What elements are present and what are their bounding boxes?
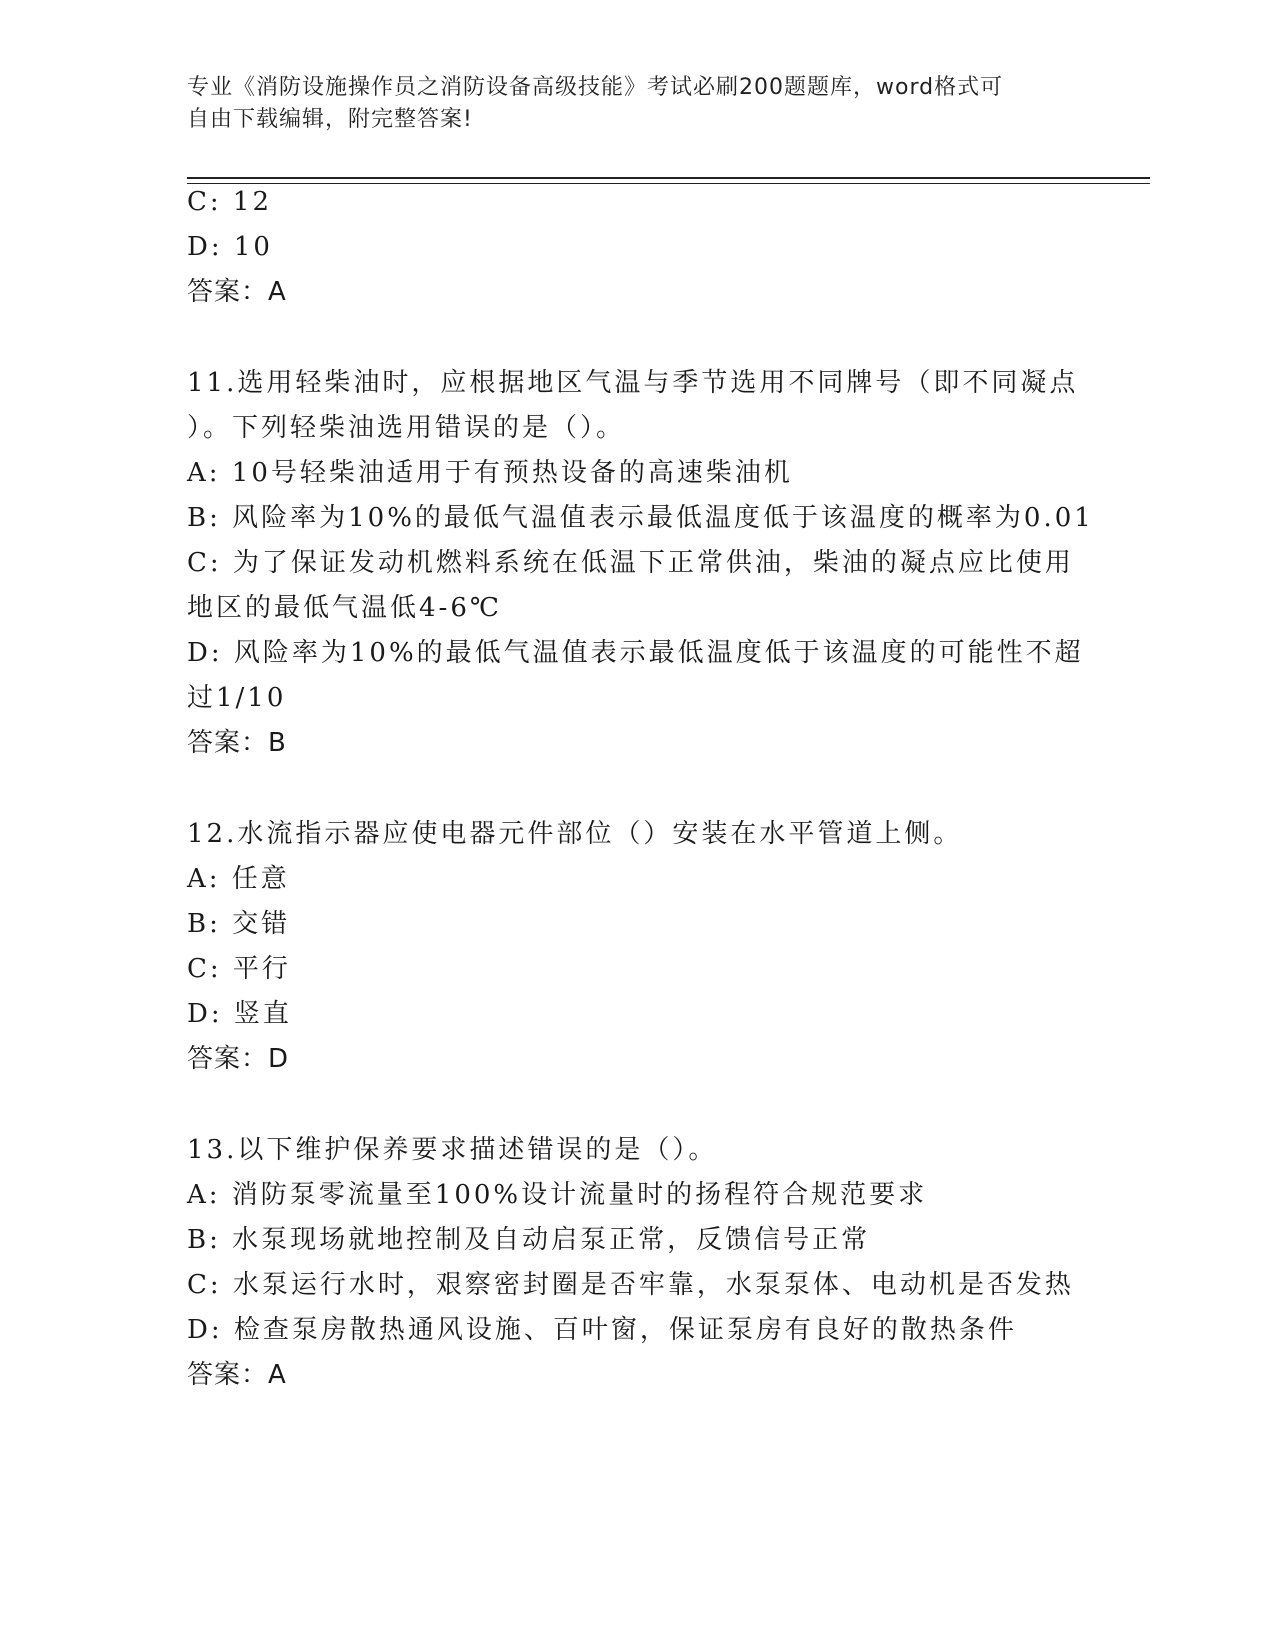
- option-d: D: 风险率为10%的最低气温值表示最低温度低于该温度的可能性不超: [187, 638, 1084, 668]
- spacer: [187, 766, 1087, 812]
- option-c: C: 为了保证发动机燃料系统在低温下正常供油，柴油的凝点应比使用: [187, 548, 1074, 578]
- question-13: [187, 1128, 1087, 1398]
- option-d-continued: 过1/10: [187, 683, 287, 713]
- header-title-line-1: 专业《消防设施操作员之消防设备高级技能》考试必刷200题题库，word格式可: [187, 75, 1004, 100]
- previous-question-tail: [187, 180, 1087, 315]
- question-stem: 13.以下维护保养要求描述错误的是（）。: [187, 1135, 718, 1165]
- question-12: [187, 812, 1087, 1082]
- option-a: A: 10号轻柴油适用于有预热设备的高速柴油机: [187, 458, 793, 488]
- answer-line: 答案：D: [187, 1044, 290, 1074]
- question-stem: 12.水流指示器应使电器元件部位（）安装在水平管道上侧。: [187, 819, 963, 849]
- spacer: [187, 315, 1087, 361]
- option-b: B: 水泵现场就地控制及自动启泵正常，反馈信号正常: [187, 1225, 871, 1255]
- page-header: [187, 72, 1087, 136]
- option-d: D: 竖直: [187, 999, 292, 1029]
- option-a: A: 任意: [187, 864, 290, 894]
- option-b: B: 风险率为10%的最低气温值表示最低温度低于该温度的概率为0.01: [187, 503, 1094, 533]
- option-c-continued: 地区的最低气温低4-6℃: [187, 593, 502, 623]
- question-stem-continued: ）。下列轻柴油选用错误的是（）。: [187, 413, 626, 443]
- question-stem: 11.选用轻柴油时，应根据地区气温与季节选用不同牌号（即不同凝点: [187, 368, 1079, 398]
- answer-line: 答案：A: [187, 277, 287, 307]
- question-content: [187, 180, 1094, 1398]
- option-d: D: 10: [187, 232, 273, 262]
- answer-line: 答案：A: [187, 1360, 287, 1390]
- option-c: C: 平行: [187, 954, 291, 984]
- option-c: C: 水泵运行水时，艰察密封圈是否牢靠，水泵泵体、电动机是否发热: [187, 1270, 1074, 1300]
- option-d: D: 检查泵房散热通风设施、百叶窗，保证泵房有良好的散热条件: [187, 1315, 1017, 1345]
- header-title-line-2: 自由下载编辑，附完整答案!: [187, 107, 473, 132]
- question-11: [187, 361, 1094, 766]
- spacer: [187, 1082, 1087, 1128]
- answer-line: 答案：B: [187, 728, 287, 758]
- option-a: A: 消防泵零流量至100%设计流量时的扬程符合规范要求: [187, 1180, 928, 1210]
- option-c: C: 12: [187, 187, 273, 217]
- option-b: B: 交错: [187, 909, 291, 939]
- header-divider-thick: [187, 177, 1150, 179]
